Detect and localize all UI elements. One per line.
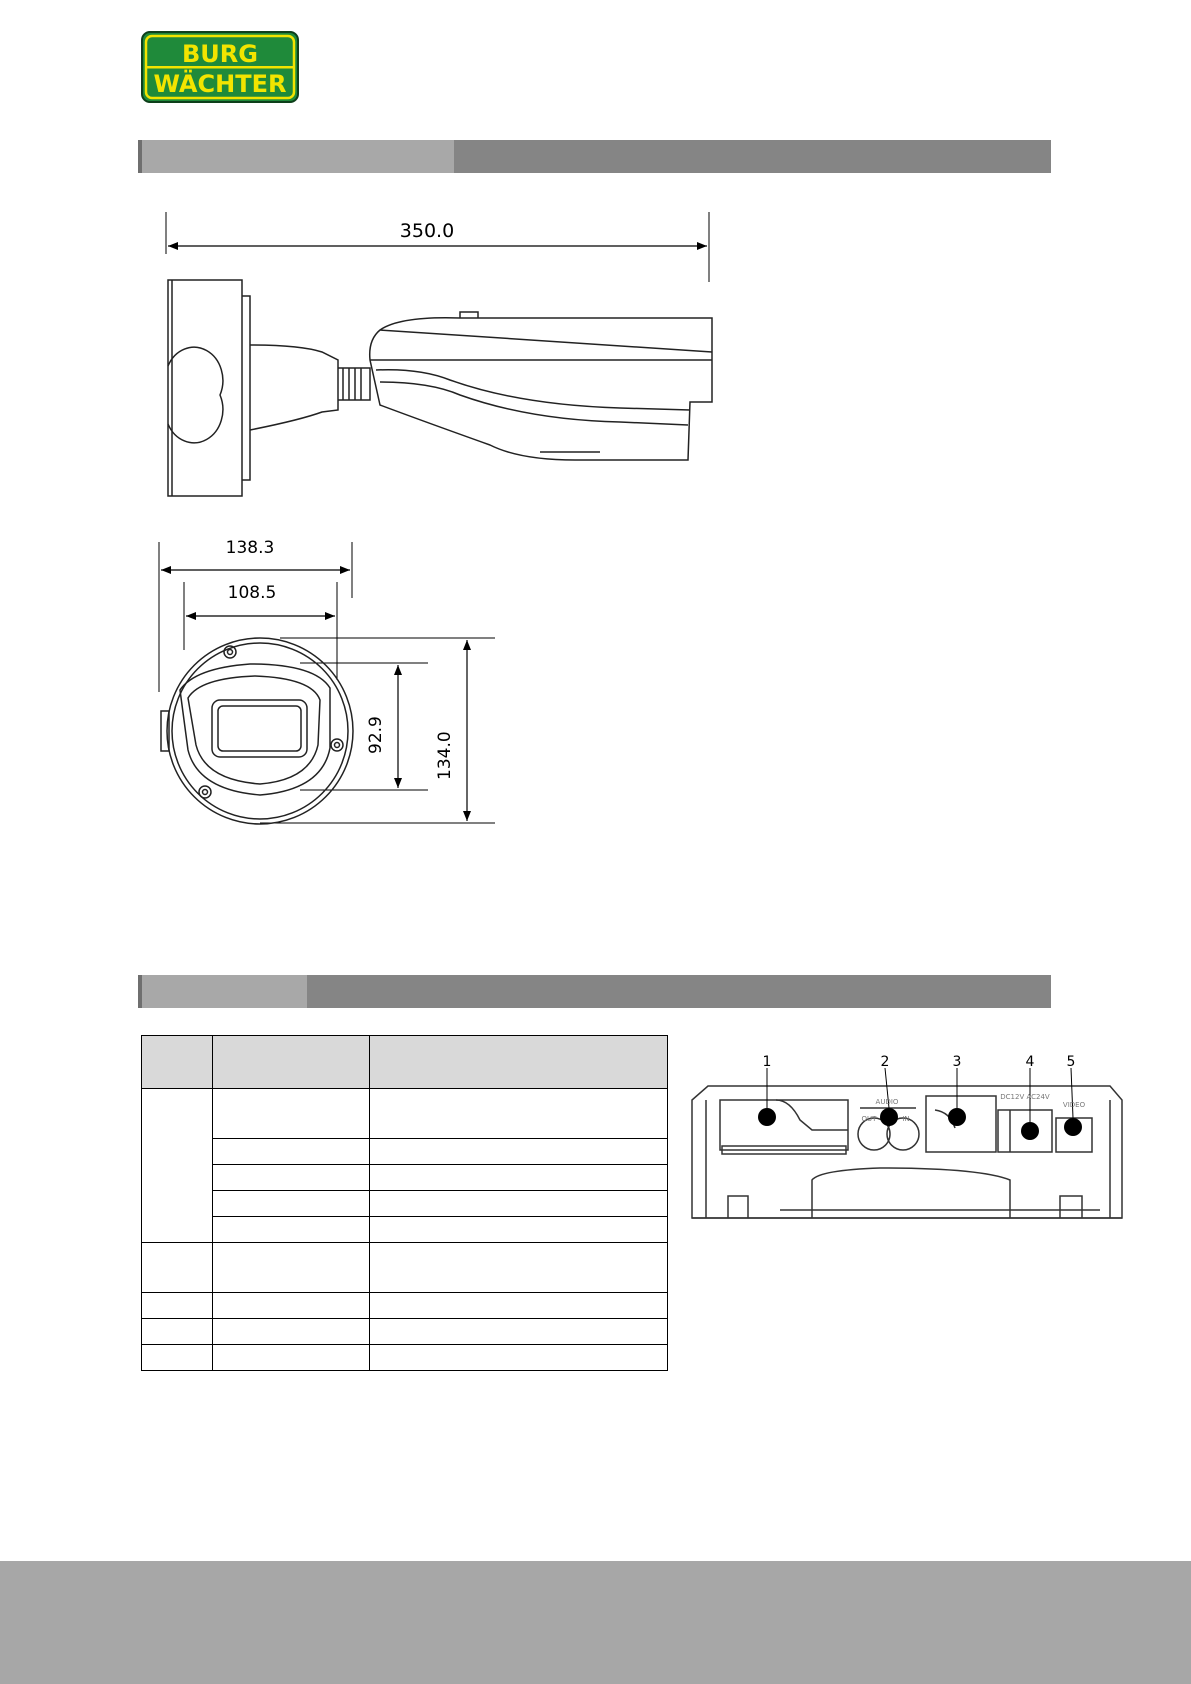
table-cell	[213, 1217, 370, 1243]
logo-line-1: BURG	[182, 40, 258, 68]
table-cell	[213, 1319, 370, 1345]
height-outer-label: 134.0	[435, 731, 455, 780]
table-row	[142, 1165, 668, 1191]
table-row	[142, 1293, 668, 1319]
callout-dot-1	[758, 1108, 776, 1126]
video-label: VIDEO	[1062, 1101, 1086, 1109]
table-cell	[370, 1217, 668, 1243]
table-cell	[370, 1089, 668, 1139]
height-inner-label: 92.9	[366, 716, 386, 754]
table-cell	[213, 1345, 370, 1371]
table-cell	[142, 1319, 213, 1345]
dimension-drawing	[140, 200, 740, 840]
width-outer-label: 138.3	[225, 538, 275, 558]
table-header-row	[142, 1036, 668, 1089]
table-cell	[370, 1243, 668, 1293]
table-cell	[213, 1089, 370, 1139]
table-cell	[213, 1139, 370, 1165]
table-cell	[142, 1293, 213, 1319]
callout-dot-3	[948, 1108, 966, 1126]
table-header-cell	[370, 1036, 668, 1089]
section-bar-1-label-area	[142, 140, 454, 173]
audio-out-label: OUT	[861, 1115, 877, 1123]
table-cell	[370, 1293, 668, 1319]
callout-1: 1	[762, 1054, 772, 1070]
callout-3: 3	[952, 1054, 962, 1070]
callout-5: 5	[1066, 1054, 1076, 1070]
table-cell	[142, 1345, 213, 1371]
logo-line-2: WÄCHTER	[153, 70, 287, 98]
table-row	[142, 1345, 668, 1371]
table-row	[142, 1191, 668, 1217]
table-cell	[370, 1319, 668, 1345]
section-bar-1	[454, 140, 1051, 173]
length-label: 350.0	[399, 220, 455, 242]
camera-side-view	[168, 280, 712, 496]
connector-table	[141, 1035, 668, 1371]
table-row	[142, 1217, 668, 1243]
callout-dot-4	[1021, 1122, 1039, 1140]
section-bar-2-label-area	[142, 975, 307, 1008]
length-dimension	[166, 212, 709, 282]
burgwaechter-logo	[141, 31, 299, 103]
table-header-cell	[142, 1036, 213, 1089]
table-row	[142, 1139, 668, 1165]
width-inner-label: 108.5	[227, 583, 277, 603]
table-cell	[213, 1165, 370, 1191]
table-cell	[142, 1089, 213, 1243]
audio-in-label: IN	[902, 1115, 910, 1123]
table-cell	[213, 1243, 370, 1293]
camera-front-view	[161, 638, 353, 824]
table-header-cell	[213, 1036, 370, 1089]
connector-panel-drawing	[686, 1050, 1126, 1225]
table-cell	[370, 1165, 668, 1191]
table-cell	[370, 1345, 668, 1371]
table-cell	[213, 1293, 370, 1319]
callout-dot-5	[1064, 1118, 1082, 1136]
table-cell	[370, 1139, 668, 1165]
section-bar-2	[307, 975, 1051, 1008]
table-cell	[142, 1243, 213, 1293]
table-row	[142, 1319, 668, 1345]
footer-bar	[0, 1561, 1191, 1684]
table-cell	[370, 1191, 668, 1217]
power-label: DC12V AC24V	[1000, 1093, 1050, 1101]
callout-dot-2	[880, 1108, 898, 1126]
callout-4: 4	[1025, 1054, 1035, 1070]
table-row	[142, 1243, 668, 1293]
callout-2: 2	[880, 1054, 890, 1070]
audio-label: AUDIO	[875, 1098, 899, 1106]
table-row	[142, 1089, 668, 1139]
table-cell	[213, 1191, 370, 1217]
